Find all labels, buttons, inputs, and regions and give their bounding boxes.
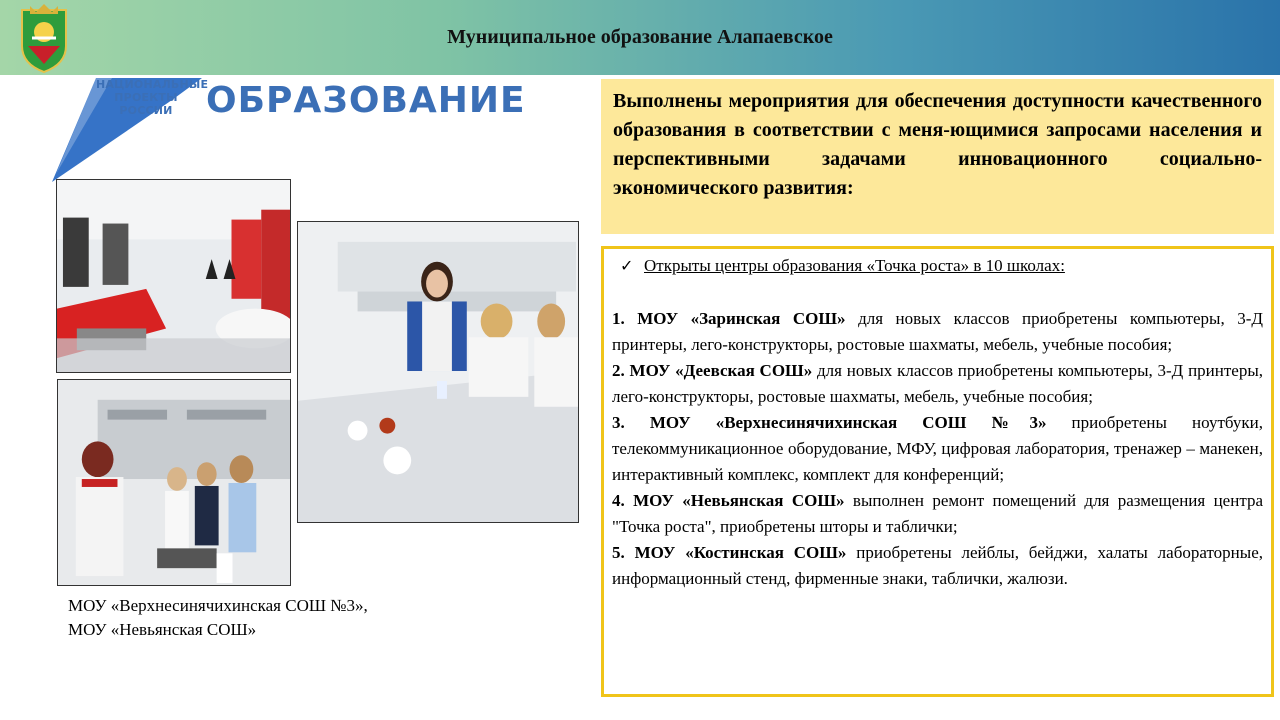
- intro-text: Открыты центры образования «Точка роста» в 10 школах:: [644, 256, 1065, 275]
- school-label: 4. МОУ «Невьянская СОШ»: [612, 491, 845, 510]
- page-title: Муниципальное образование Алапаевское: [447, 26, 833, 48]
- school-text: для новых классов приобретены компьютеры, 3-Д принтеры, лего-конструкторы, ростовые шахматы, мебель, учебные пособия;: [612, 361, 1264, 406]
- school-text: приобретены лейблы, бейджи, халаты лабораторные, информационный стенд, фирменные знаки, таблички, жалюзи.: [612, 543, 1263, 588]
- school-label: 2. МОУ «Деевская СОШ»: [612, 361, 813, 380]
- national-projects-text: [96, 78, 209, 117]
- intro-line: [620, 253, 1263, 280]
- students-photo: [57, 379, 291, 586]
- header-bar: [0, 0, 1280, 75]
- laboratory-photo: [297, 221, 579, 523]
- np-line-3: РОССИИ: [119, 104, 173, 117]
- school-text: приобретены ноутбуки, телекоммуникационное оборудование, МФУ, цифровая лаборатория, тренажер – манекен, интерактивный комплекс, комплект для конференций;: [612, 413, 1263, 484]
- summary-box: [601, 79, 1274, 234]
- checkmark-icon: ✓: [620, 258, 634, 275]
- photo-caption: [68, 594, 468, 642]
- school-text: для новых классов приобретены компьютеры, 3-Д принтеры, лего-конструкторы, ростовые шахматы, мебель, учебные пособия;: [612, 309, 1263, 354]
- school-label: 3. МОУ «Верхнесинячихинская СОШ №3»: [612, 413, 1047, 432]
- education-logo-text: ОБРАЗОВАНИЕ: [206, 80, 526, 121]
- school-item: [612, 540, 1263, 592]
- school-item: [612, 358, 1263, 410]
- school-item: [612, 306, 1263, 358]
- school-text: выполнен ремонт помещений для размещения центра "Точка роста", приобретены шторы и таблички;: [612, 491, 1264, 536]
- spacer: [612, 280, 1263, 306]
- np-line-1: НАЦИОНАЛЬНЫЕ: [96, 78, 209, 91]
- school-item: [612, 410, 1263, 488]
- caption-line-2: МОУ «Невьянская СОШ»: [68, 620, 257, 639]
- school-label: 1. МОУ «Заринская СОШ»: [612, 309, 846, 328]
- details-box: [601, 246, 1274, 697]
- caption-line-1: МОУ «Верхнесинячихинская СОШ №3»,: [68, 596, 368, 615]
- summary-text: Выполнены мероприятия для обеспечения доступности качественного образования в соответствии с меня-ющимися запросами населения и перспективными задачами инновационного социально-экономического развития:: [613, 90, 1262, 199]
- school-label: 5. МОУ «Костинская СОШ»: [612, 543, 847, 562]
- school-item: [612, 488, 1263, 540]
- np-line-2: ПРОЕКТЫ: [114, 91, 178, 104]
- classroom-photo: [56, 179, 291, 373]
